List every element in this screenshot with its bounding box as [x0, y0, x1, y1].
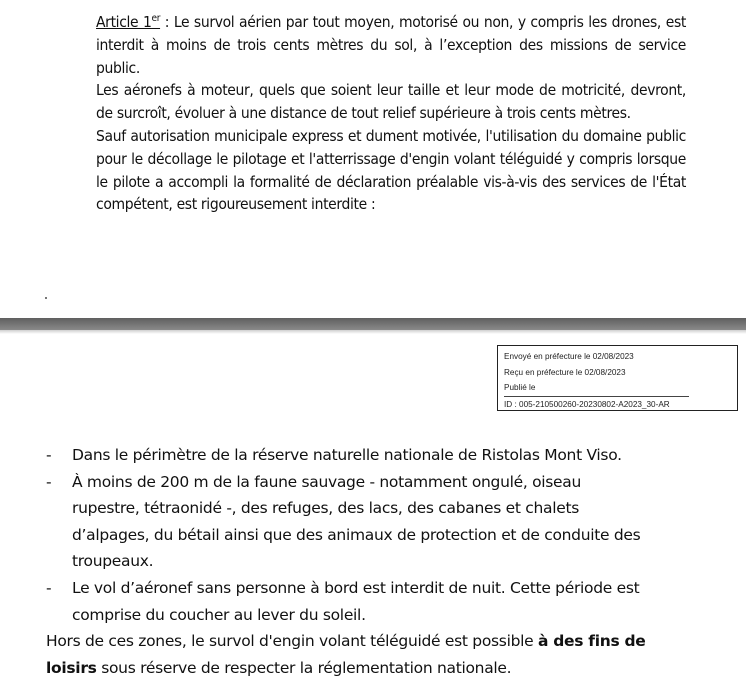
list-item [46, 442, 646, 469]
article-1-paragraph [96, 8, 686, 79]
page-divider [0, 318, 746, 330]
article-1-text [96, 8, 686, 216]
list-item [46, 575, 646, 628]
stamp-sent-line: Envoyé en préfecture le 02/08/2023 [504, 352, 634, 361]
article-intro: : Le survol aérien par tout moyen, motorisé ou non, y compris les drones, est interdit à moins de trois cents mètres du sol, à l’exception des missions de service public. [96, 13, 686, 77]
previous-page [0, 0, 746, 318]
list-item [46, 469, 646, 575]
dash-bullet: - [46, 578, 52, 597]
article-paragraph-3: Sauf autorisation municipale express et dument motivée, l'utilisation du domaine public pour le décollage le pilotage et l'atterrissage d'engin volant téléguidé y compris lorsque le pilote a accompli la formalité de déclaration préalable vis-à-vis des services de l'État compétent, est rigoureusement interdite : [96, 126, 686, 214]
list-item-text: Dans le périmètre de la réserve naturelle nationale de Ristolas Mont Viso. [72, 446, 622, 464]
article-heading-superscript: er [151, 13, 161, 24]
page-divider-shadow [0, 330, 746, 334]
stamp-id-line: ID : 005-210500260-20230802-A2023_30-AR [504, 396, 689, 413]
stamp-received-line: Reçu en préfecture le 02/08/2023 [504, 367, 626, 377]
article-heading: Article 1er [96, 13, 161, 31]
article-paragraph-2: Les aéronefs à moteur, quels que soient leur taille et leur mode de motricité, devront, de surcroît, évoluer à une distance de tout relief supérieure à trois cents mètres. [96, 81, 686, 123]
closing-emphasis: à des fins de loisirs [46, 632, 646, 677]
dash-bullet: - [46, 446, 52, 464]
prefecture-stamp [497, 345, 738, 411]
scan-speck [45, 297, 47, 299]
dash-bullet: - [46, 472, 52, 491]
restriction-list [46, 442, 646, 681]
list-item-text: À moins de 200 m de la faune sauvage - notamment ongulé, oiseau rupestre, tétraonidé -, des refuges, des lacs, des cabanes et chalets d’alpages, du bétail ainsi que des animaux de protection et de conduite des troupeaux. [72, 472, 641, 571]
list-item-text: Le vol d’aéronef sans personne à bord est interdit de nuit. Cette période est comprise du coucher au lever du soleil. [72, 578, 640, 624]
closing-paragraph: Hors de ces zones, le survol d'engin volant téléguidé est possible à des fins de loisirs sous réserve de respecter la réglementation nationale. [46, 632, 646, 677]
stamp-published-line: Publié le [504, 383, 536, 393]
